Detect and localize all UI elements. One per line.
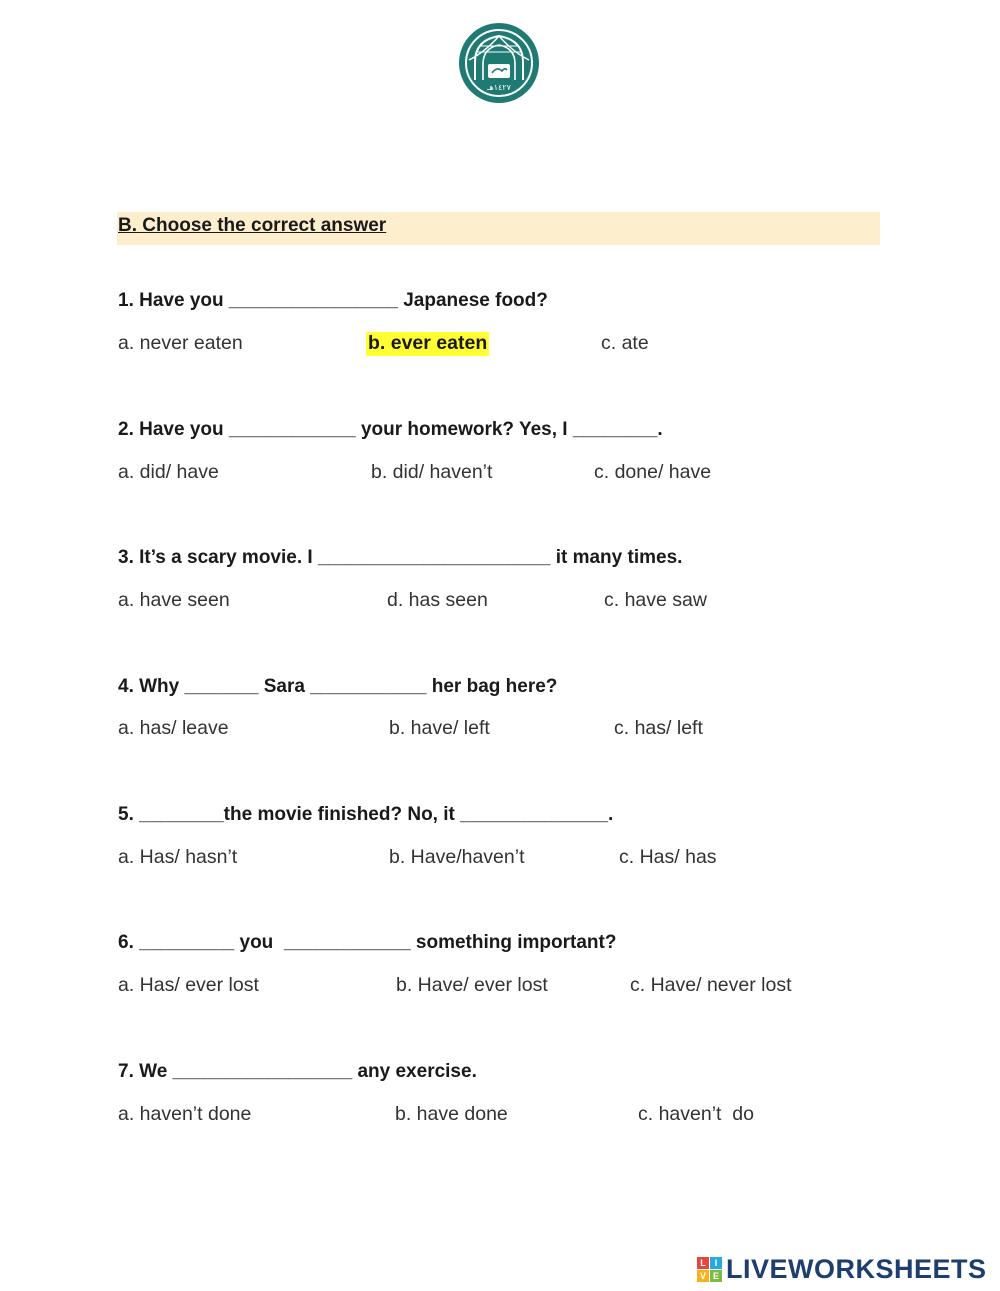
question-4-option-a[interactable]: a. has/ leave [118,717,229,739]
question-3-option-a[interactable]: a. have seen [118,589,230,611]
question-4-option-b[interactable]: b. have/ left [389,717,490,739]
question-1-prompt: 1. Have you ________________ Japanese food? [118,290,548,311]
question-5-option-b[interactable]: b. Have/haven’t [389,846,525,868]
question-3-prompt: 3. It’s a scary movie. I ______________________ it many times. [118,547,683,568]
liveworksheets-wordmark: LIVEWORKSHEETS [726,1253,987,1284]
question-1-option-a[interactable]: a. never eaten [118,332,243,354]
question-6-option-a[interactable]: a. Has/ ever lost [118,974,259,996]
question-3-option-c[interactable]: c. have saw [604,589,707,611]
question-2-option-a[interactable]: a. did/ have [118,461,219,483]
liveworksheets-brand[interactable] [697,1254,987,1284]
question-3-option-b[interactable]: d. has seen [387,589,488,611]
question-1-option-b-selected[interactable]: b. ever eaten [368,332,488,354]
question-1-option-c[interactable]: c. ate [601,332,649,354]
question-2-option-b[interactable]: b. did/ haven’t [371,461,493,483]
question-4-option-c[interactable]: c. has/ left [614,717,703,739]
question-7-option-b[interactable]: b. have done [395,1103,508,1125]
svg-text:١٤٢٧هـ: ١٤٢٧هـ [487,83,511,92]
liveworksheets-logo-icon: L I V E [697,1257,722,1282]
question-5-option-a[interactable]: a. Has/ hasn’t [118,846,238,868]
question-6-prompt: 6. _________ you ____________ something important? [118,932,617,953]
question-5-option-c[interactable]: c. Has/ has [619,846,717,868]
question-6-option-c[interactable]: c. Have/ never lost [630,974,792,996]
question-7-option-a[interactable]: a. haven’t done [118,1103,252,1125]
section-title: B. Choose the correct answer [118,215,387,236]
question-4-prompt: 4. Why _______ Sara ___________ her bag here? [118,676,558,697]
question-7-prompt: 7. We _________________ any exercise. [118,1061,477,1082]
question-2-option-c[interactable]: c. done/ have [594,461,712,483]
question-7-option-c[interactable]: c. haven’t do [638,1103,754,1125]
university-logo [455,22,543,104]
question-5-prompt: 5. ________the movie finished? No, it ______________. [118,804,614,825]
question-2-prompt: 2. Have you ____________ your homework? Yes, I ________. [118,419,663,440]
question-6-option-b[interactable]: b. Have/ ever lost [396,974,548,996]
